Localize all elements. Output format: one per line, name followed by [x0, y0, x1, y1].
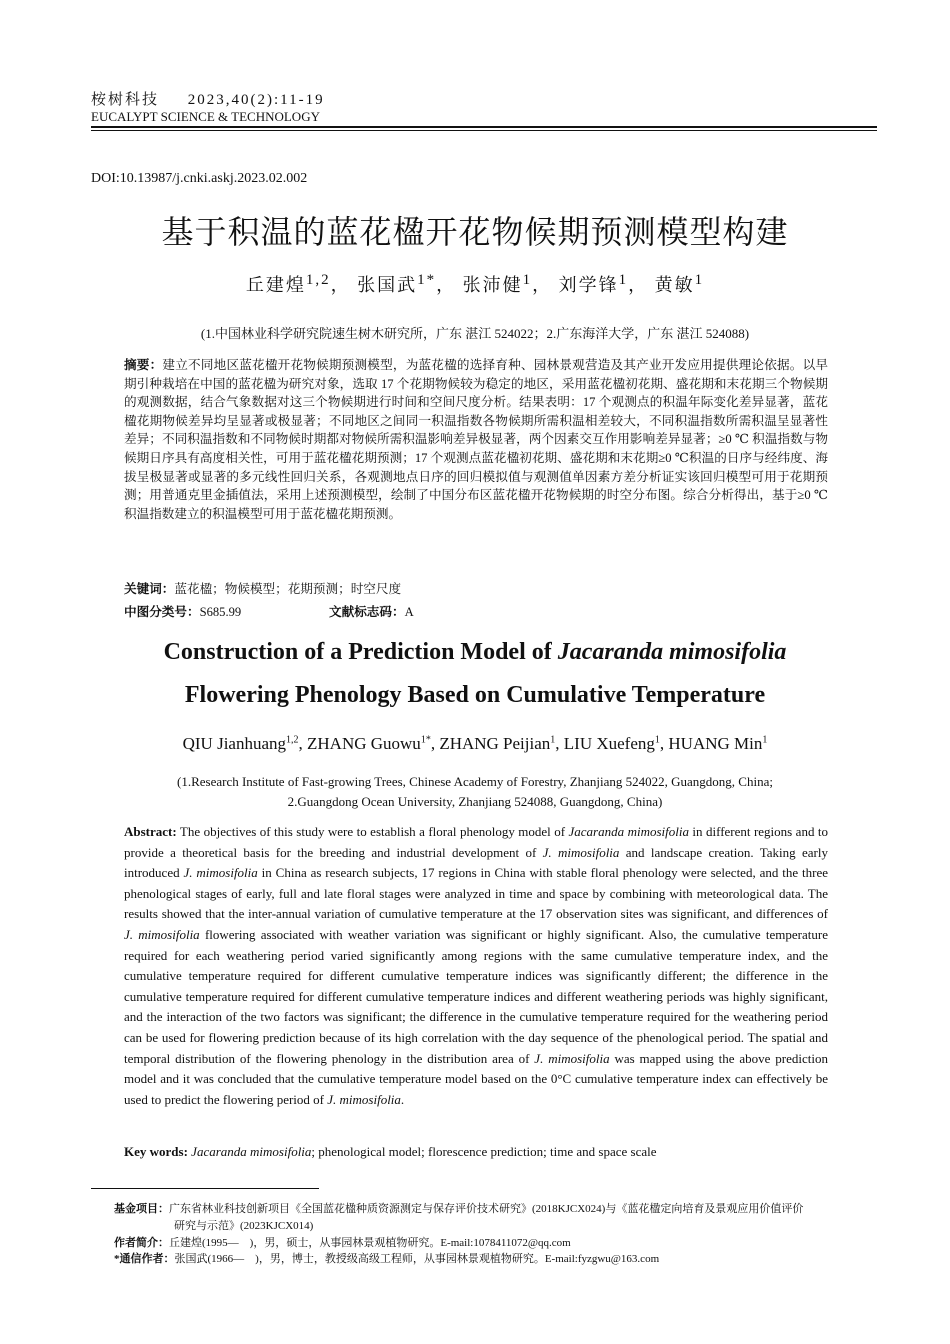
affiliation-cn: (1.中国林业科学研究院速生树木研究所，广东 湛江 524022；2.广东海洋大学，广东 湛江 524088) — [200, 326, 750, 341]
author-cn-2: 张国武$^{1*}$ — [357, 272, 437, 295]
affiliation-en — [0, 772, 950, 812]
abstract-en-label: Abstract: — [124, 824, 177, 839]
author-en-3: ZHANG Peijian$^1$ — [439, 734, 556, 753]
journal-header-cn — [91, 88, 325, 109]
footnote-corresponding — [114, 1251, 864, 1268]
classification — [124, 601, 828, 620]
author-en-4: LIU Xuefeng$^1$ — [563, 734, 660, 753]
author-cn-3: 张沛健$^1$ — [462, 272, 533, 295]
title-en-text: Construction of a Prediction Model of — [163, 639, 558, 665]
doc-code-value: A — [404, 605, 414, 619]
clc-label: 中图分类号： — [124, 605, 200, 619]
keywords-cn — [124, 580, 828, 599]
abstract-cn — [124, 356, 828, 523]
keywords-en-label: Key words: — [124, 1144, 188, 1159]
corresponding-text: 张国武(1966— )，男，博士，教授级高级工程师，从事园林景观植物研究。E-mail:fyzgwu@163.com — [174, 1253, 660, 1265]
fund-text-2: 研究与示范》(2023KJCX014) — [174, 1220, 314, 1232]
journal-volume: 2023,40(2):11-19 — [187, 92, 325, 108]
author-bio-text: 丘建煌(1995— )，男，硕士，从事园林景观植物研究。E-mail:1078411072@qq.com — [169, 1237, 571, 1249]
keywords-en-text: ; phenological model; florescence prediction; time and space scale — [311, 1144, 657, 1159]
abstract-cn-label: 摘要： — [124, 358, 163, 372]
footnote-author — [114, 1235, 864, 1252]
affiliation-en-line1: (1.Research Institute of Fast-growing Trees, Chinese Academy of Forestry, Zhanjiang 524022, Guangdong, China; — [177, 774, 773, 789]
abstract-cn-text: 建立不同地区蓝花楹开花物候期预测模型，为蓝花楹的选择育种、园林景观营造及其产业开发应用提供理论依据。以早期引种栽培在中国的蓝花楹为研究对象，选取 17 个花期物候较为稳定的地区，采用蓝花楹初花期、盛花期和末花期三个物候期的观测数据，结合气象数据对这三个物候期进行时间和空间尺度分析。结果表明：17 个观测点的积温年际变化差异显著，蓝花楹花期物候差异均呈显著或极显著；不同地区之间同一积温指数各物候期所需积温相差较大，不同积温指数所需积温呈显著性差异；不同积温指数和不同物候时期都对物候所需积温影响差异极显著，两个因素交互作用影响差异显著；≥0 ℃ 积温指数与物候期日序具有高度相关性，可用于蓝花楹花期预测；17 个观测点蓝花楹初花期、盛花期和末花期≥0 ℃积温的日序与经纬度、海拔呈极显著或显著的多元线性回归关系，各观测地点日序的回归模拟值与观测值单因素方差分析证实该回归模型可用于花期预测；用普通克里金插值法，采用上述预测模型，绘制了中国分布区蓝花楹开花物候期的时空分布图。综合分析得出，基于≥0 ℃积温指数建立的积温模型可用于蓝花楹花期预测。 — [124, 358, 829, 521]
affiliation-en-line2: 2.Guangdong Ocean University, Zhanjiang 524088, Guangdong, China) — [287, 794, 663, 809]
author-cn-5: 黄敏$^1$ — [654, 272, 705, 295]
doc-code — [329, 601, 414, 620]
clc-number — [124, 601, 329, 620]
abstract-en — [124, 822, 828, 1110]
doc-code-label: 文献标志码： — [329, 605, 405, 619]
authors-cn: 丘建煌$^{1,2}$， 张国武$^{1*}$， 张沛健$^1$， 刘学锋$^1$， 黄敏$^1$ — [245, 272, 705, 295]
author-bio-label: 作者简介： — [114, 1237, 169, 1249]
keywords-cn-label: 关键词： — [124, 582, 175, 596]
author-en-1: QIU Jianhuang$^{1,2}$ — [182, 734, 299, 753]
author-en-2: ZHANG Guowu$^{1*}$ — [307, 734, 431, 753]
keywords-en — [124, 1144, 828, 1160]
journal-name-cn: 桉树科技 — [91, 92, 160, 108]
doi[interactable]: DOI:10.13987/j.cnki.askj.2023.02.002 — [91, 171, 308, 186]
clc-value: S685.99 — [199, 605, 242, 619]
keywords-cn-text: 蓝花楹；物候模型；花期预测；时空尺度 — [174, 582, 402, 596]
corresponding-label: *通信作者： — [114, 1253, 175, 1265]
title-en-line1 — [0, 639, 950, 666]
abstract-en-species: J. mimosifolia — [534, 1050, 610, 1066]
title-cn: 基于积温的蓝花楹开花物候期预测模型构建 — [161, 213, 789, 251]
footnote-fund — [114, 1201, 864, 1235]
header-rule-thick — [91, 126, 877, 128]
title-en-species: Jacaranda mimosifolia — [557, 639, 787, 665]
abstract-en-species: J. mimosifolia — [124, 926, 200, 942]
footnote-rule — [91, 1188, 319, 1189]
author-cn-4: 刘学锋$^1$ — [558, 272, 629, 295]
abstract-en-species: J. mimosifolia — [542, 844, 620, 860]
author-cn-1: 丘建煌$^{1,2}$ — [245, 272, 331, 295]
authors-en: QIU Jianhuang$^{1,2}$, ZHANG Guowu$^{1*}$, ZHANG Peijian$^1$, LIU Xuefeng$^1$, HUANG Min$^1$ — [182, 734, 768, 753]
abstract-en-species: Jacaranda mimosifolia — [568, 824, 689, 839]
header-rule-thin — [91, 130, 877, 131]
author-en-5: HUANG Min$^1$ — [668, 734, 768, 753]
journal-name-en: EUCALYPT SCIENCE & TECHNOLOGY — [91, 109, 320, 124]
title-en-line2: Flowering Phenology Based on Cumulative Temperature — [184, 682, 766, 708]
fund-label: 基金项目： — [114, 1203, 169, 1215]
keywords-en-species: Jacaranda mimosifolia — [191, 1144, 312, 1159]
abstract-en-text: The objectives of this study were to establish a floral phenology model of Jacaranda mimosifolia in different regions and to provide a theoretical basis for the breeding and industrial development of J. mimosifolia and landscape creation. Taking early introduced J. mimosifolia in China as research subjects, 17 regions in China with stable floral phenology were selected, and the three phenological stages of early, full and late floral stages were analyzed in time and space by combining with meteorological data. The results showed that the inter-annual variation of cumulative temperature at the 17 observation sites was significant, and differences of J. mimosifolia flowering associated with weather variation was significant or highly significant. Also, the cumulative temperature required for each weathering period varied significantly among regions with the same cumulative temperature index, and the cumulative temperature required for different cumulative temperature indices was significantly different; the difference in the cumulative temperature required for different cumulative temperature indices and different weathering periods was highly significant, and the interaction of the two factors was significant; the difference in the cumulative temperature required for the weathering period can be used for flowering prediction because of its high correlation with the day sequence of the phenological period. The spatial and temporal distribution of the flowering phenology in the distribution area of J. mimosifolia was mapped using the above prediction model and it was concluded that the cumulative temperature model based on the 0°C cumulative temperature index can effectively be used to predict the flowering period of J. mimosifolia. — [124, 824, 829, 1107]
abstract-en-species: J. mimosifolia — [183, 865, 258, 881]
abstract-en-species: J. mimosifolia — [327, 1091, 401, 1107]
fund-text-1: 广东省林业科技创新项目《全国蓝花楹种质资源测定与保存评价技术研究》(2018KJCX024)与《蓝花楹定向培育及景观应用价值评价 — [169, 1203, 804, 1215]
